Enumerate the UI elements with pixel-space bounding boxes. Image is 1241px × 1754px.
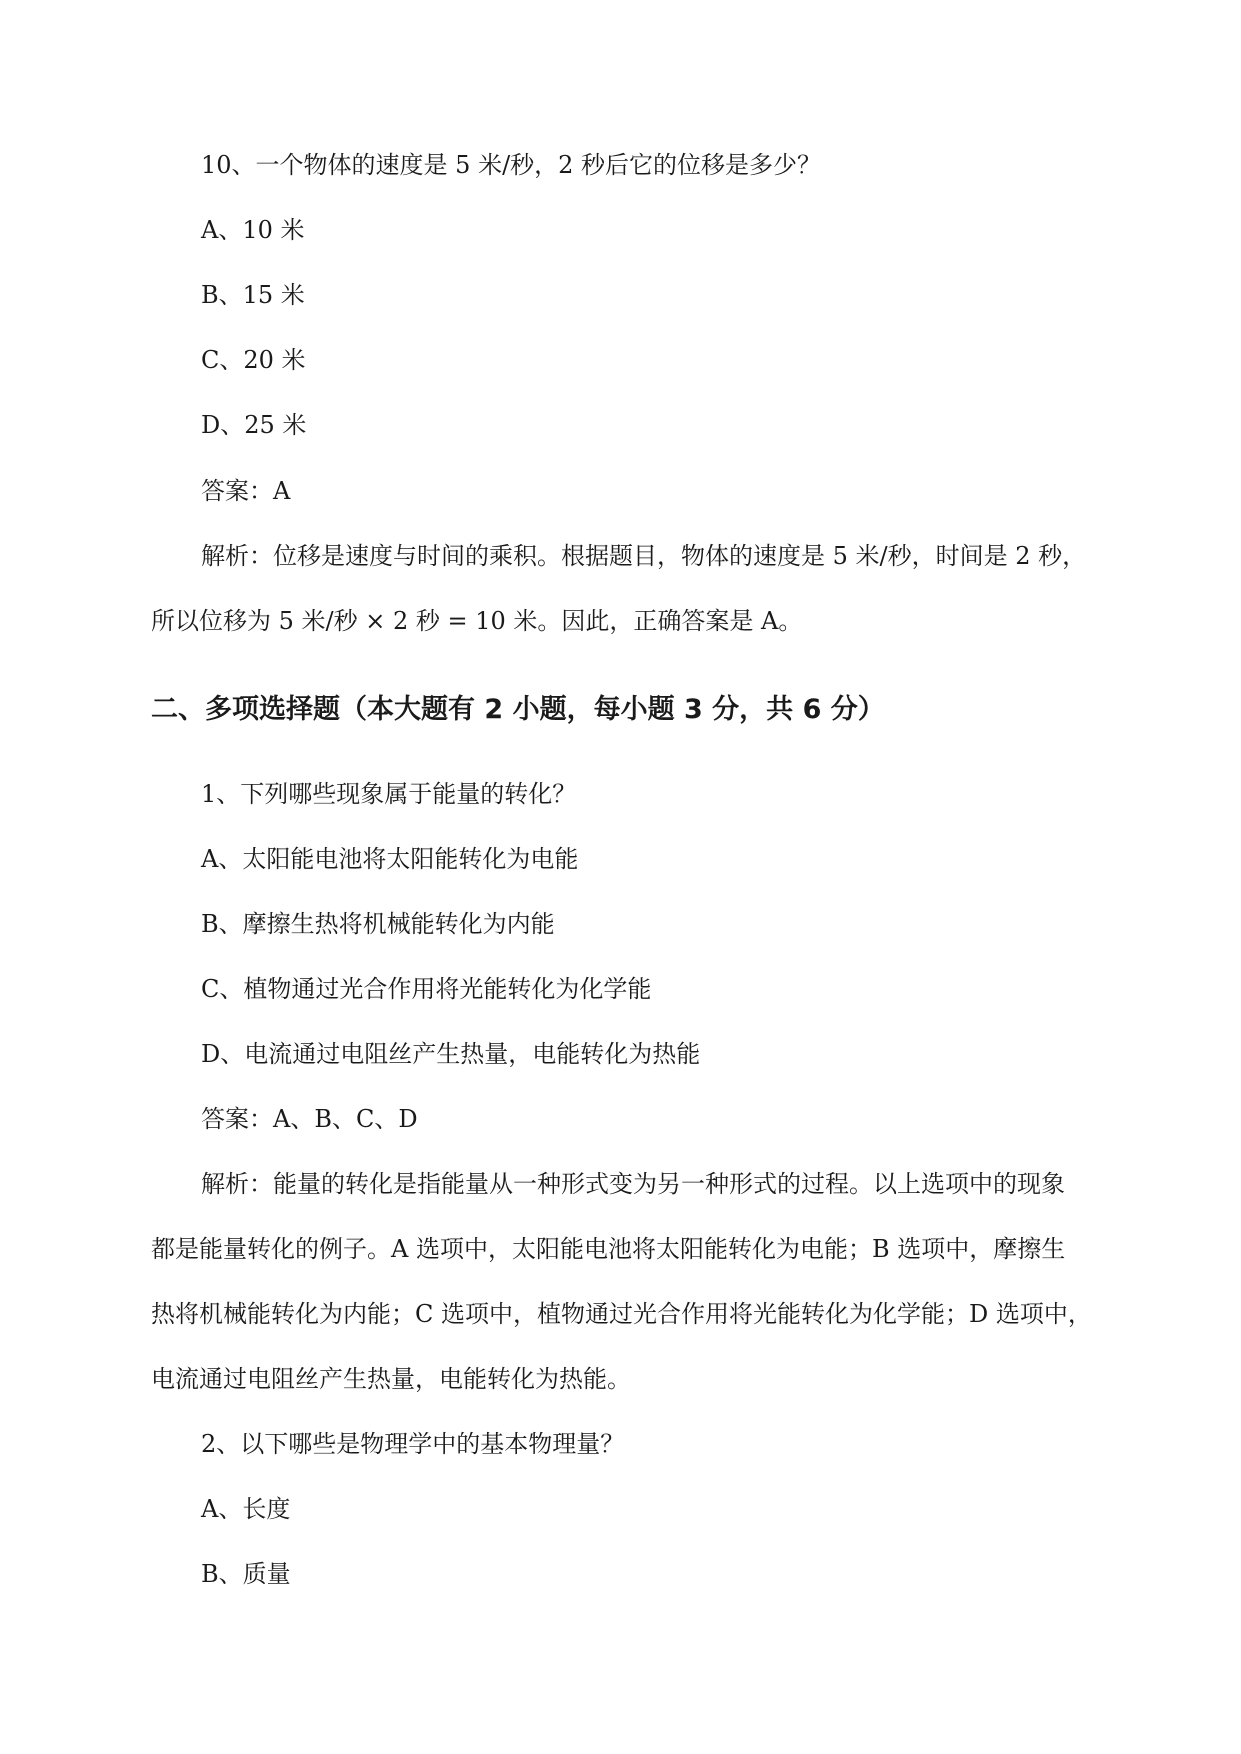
multi-question-1-analysis-line-3: 热将机械能转化为内能；C 选项中，植物通过光合作用将光能转化为化学能；D 选项中，	[151, 1300, 1092, 1328]
multi-question-1-analysis-line-1: 解析：能量的转化是指能量从一种形式变为另一种形式的过程。以上选项中的现象	[201, 1170, 1065, 1198]
multi-question-1-option-a: A、太阳能电池将太阳能转化为电能	[201, 845, 579, 873]
multi-question-2-stem: 2、以下哪些是物理学中的基本物理量？	[201, 1430, 625, 1458]
question-10-option-b: B、15 米	[201, 281, 305, 309]
multi-question-1-option-c: C、植物通过光合作用将光能转化为化学能	[201, 975, 652, 1003]
multi-question-1-analysis-line-4: 电流通过电阻丝产生热量，电能转化为热能。	[151, 1365, 631, 1393]
multi-question-1-option-d: D、电流通过电阻丝产生热量，电能转化为热能	[201, 1040, 701, 1068]
question-10-option-d: D、25 米	[201, 411, 307, 439]
question-10-option-a: A、10 米	[201, 216, 305, 244]
multi-question-1-answer: 答案：A、B、C、D	[201, 1105, 418, 1133]
section-heading: 二、多项选择题（本大题有 2 小题，每小题 3 分，共 6 分）	[151, 694, 885, 725]
multi-question-1-stem: 1、下列哪些现象属于能量的转化？	[201, 780, 577, 808]
question-10-option-c: C、20 米	[201, 346, 306, 374]
question-10-analysis-line-2: 所以位移为 5 米/秒 × 2 秒 = 10 米。因此，正确答案是 A。	[151, 607, 803, 635]
question-10-analysis-line-1: 解析：位移是速度与时间的乘积。根据题目，物体的速度是 5 米/秒，时间是 2 秒，	[201, 542, 1087, 570]
question-10-answer: 答案：A	[201, 477, 291, 505]
multi-question-2-option-b: B、质量	[201, 1560, 291, 1588]
multi-question-1-analysis-line-2: 都是能量转化的例子。A 选项中，太阳能电池将太阳能转化为电能；B 选项中，摩擦生	[151, 1235, 1066, 1263]
multi-question-2-option-a: A、长度	[201, 1495, 291, 1523]
multi-question-1-option-b: B、摩擦生热将机械能转化为内能	[201, 910, 555, 938]
question-10-stem: 10、一个物体的速度是 5 米/秒，2 秒后它的位移是多少？	[201, 151, 822, 179]
